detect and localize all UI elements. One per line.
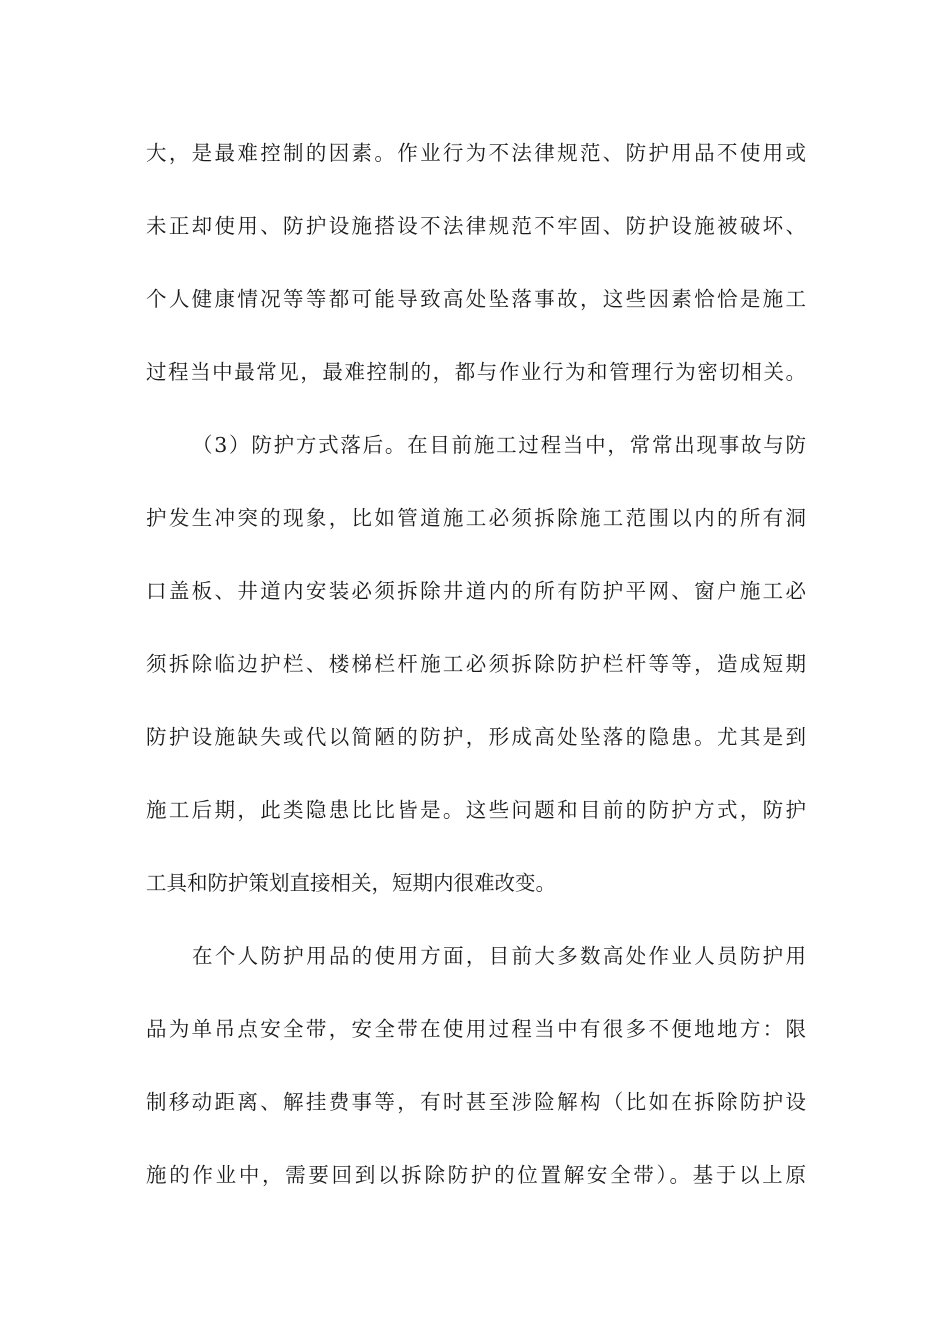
- text-line-7: 口盖板、井道内安装必须拆除井道内的所有防护平网、窗户施工必: [146, 579, 806, 603]
- text-line-15: 施的作业中，需要回到以拆除防护的位置解安全带）。基于以上原: [146, 1163, 806, 1187]
- text-line-8: 须拆除临边护栏、楼梯栏杆施工必须拆除防护栏杆等等，造成短期: [146, 652, 806, 676]
- text-line-9: 防护设施缺失或代以简陋的防护，形成高处坠落的隐患。尤其是到: [146, 725, 806, 749]
- text-line-14: 制移动距离、解挂费事等，有时甚至涉险解构（比如在拆除防护设: [146, 1090, 806, 1114]
- text-line-4: 过程当中最常见，最难控制的，都与作业行为和管理行为密切相关。: [146, 360, 806, 384]
- text-line-11: 工具和防护策划直接相关，短期内很难改变。: [146, 871, 556, 895]
- text-line-3: 个人健康情况等等都可能导致高处坠落事故，这些因素恰恰是施工: [146, 287, 806, 311]
- text-line-5: （3）防护方式落后。在目前施工过程当中，常常出现事故与防: [192, 433, 806, 457]
- text-line-1: 大，是最难控制的因素。作业行为不法律规范、防护用品不使用或: [146, 141, 806, 165]
- text-line-2: 未正却使用、防护设施搭设不法律规范不牢固、防护设施被破坏、: [146, 214, 806, 238]
- text-line-12: 在个人防护用品的使用方面，目前大多数高处作业人员防护用: [192, 944, 806, 968]
- text-line-6: 护发生冲突的现象，比如管道施工必须拆除施工范围以内的所有洞: [146, 506, 806, 530]
- text-line-10: 施工后期，此类隐患比比皆是。这些问题和目前的防护方式，防护: [146, 798, 806, 822]
- text-line-13: 品为单吊点安全带，安全带在使用过程当中有很多不便地地方：限: [146, 1017, 806, 1041]
